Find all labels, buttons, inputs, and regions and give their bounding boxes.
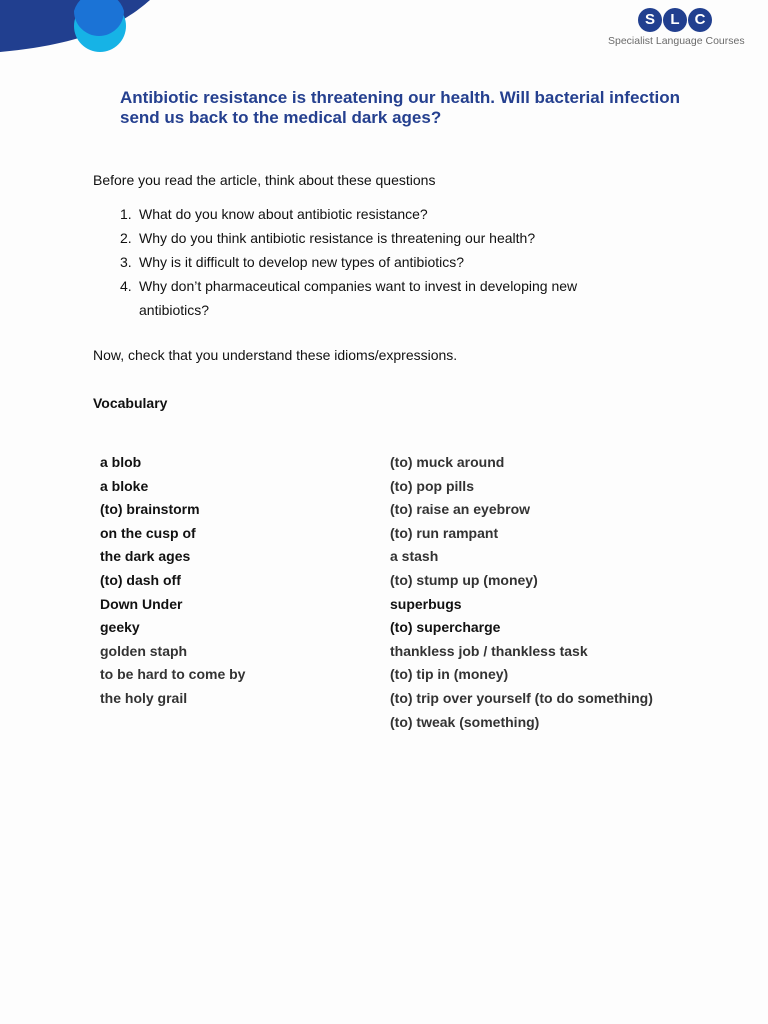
vocabulary-item: Down Under — [100, 595, 183, 612]
intro-text: Before you read the article, think about these questions — [93, 172, 436, 188]
vocabulary-item: thankless job / thankless task — [390, 642, 588, 659]
corner-swoosh-graphic — [0, 0, 160, 60]
question-item — [120, 250, 640, 274]
question-item — [120, 274, 640, 322]
vocabulary-item: to be hard to come by — [100, 666, 246, 683]
vocabulary-item: a blob — [100, 454, 142, 470]
article-title: Antibiotic resistance is threatening our health. Will bacterial infection send us back to the medical dark ages? — [120, 88, 681, 127]
vocabulary-item: (to) supercharge — [390, 619, 501, 636]
question-list — [120, 202, 640, 322]
slc-logo — [608, 8, 748, 47]
vocabulary-item: (to) dash off — [100, 571, 181, 588]
vocabulary-item: (to) muck around — [390, 454, 505, 470]
question-item — [120, 226, 640, 250]
vocabulary-item: (to) brainstorm — [100, 501, 200, 518]
idioms-instruction: Now, check that you understand these idioms/expressions. — [93, 347, 458, 363]
question-text: Why is it difficult to develop new types of antibiotics? — [139, 254, 465, 270]
vocabulary-item: on the cusp of — [100, 524, 196, 541]
vocabulary-column-left — [100, 451, 360, 711]
vocabulary-item: (to) trip over yourself (to do something) — [390, 689, 653, 706]
vocabulary-item: (to) tweak (something) — [390, 713, 540, 730]
vocabulary-item: (to) run rampant — [390, 524, 499, 541]
vocabulary-item: the holy grail — [100, 689, 188, 706]
vocabulary-item: (to) stump up (money) — [390, 571, 538, 588]
vocabulary-item: the dark ages — [100, 548, 191, 565]
logo-circles — [638, 8, 748, 32]
question-text: Why don’t pharmaceutical companies want to invest in developing new antibiotics? — [139, 278, 578, 318]
logo-letter-c: C — [688, 8, 712, 32]
logo-letter-l: L — [663, 8, 687, 32]
vocabulary-item: a stash — [390, 548, 439, 565]
logo-tagline: Specialist Language Courses — [608, 35, 745, 47]
vocabulary-item: golden staph — [100, 642, 188, 659]
vocabulary-heading: Vocabulary — [93, 395, 168, 411]
vocabulary-item: a bloke — [100, 477, 149, 494]
vocabulary-item: geeky — [100, 619, 140, 636]
question-item — [120, 202, 640, 226]
vocabulary-item: superbugs — [390, 595, 462, 612]
question-number: 4. — [120, 278, 132, 294]
question-text: What do you know about antibiotic resistance? — [139, 206, 428, 222]
vocabulary-column-right — [390, 451, 690, 734]
question-number: 1. — [120, 206, 132, 222]
vocabulary-item: (to) tip in (money) — [390, 666, 509, 683]
question-number: 3. — [120, 254, 132, 270]
vocabulary-item: (to) raise an eyebrow — [390, 501, 531, 518]
question-text: Why do you think antibiotic resistance is threatening our health? — [139, 230, 536, 246]
vocabulary-item: (to) pop pills — [390, 477, 474, 494]
logo-letter-s: S — [638, 8, 662, 32]
question-number: 2. — [120, 230, 132, 246]
